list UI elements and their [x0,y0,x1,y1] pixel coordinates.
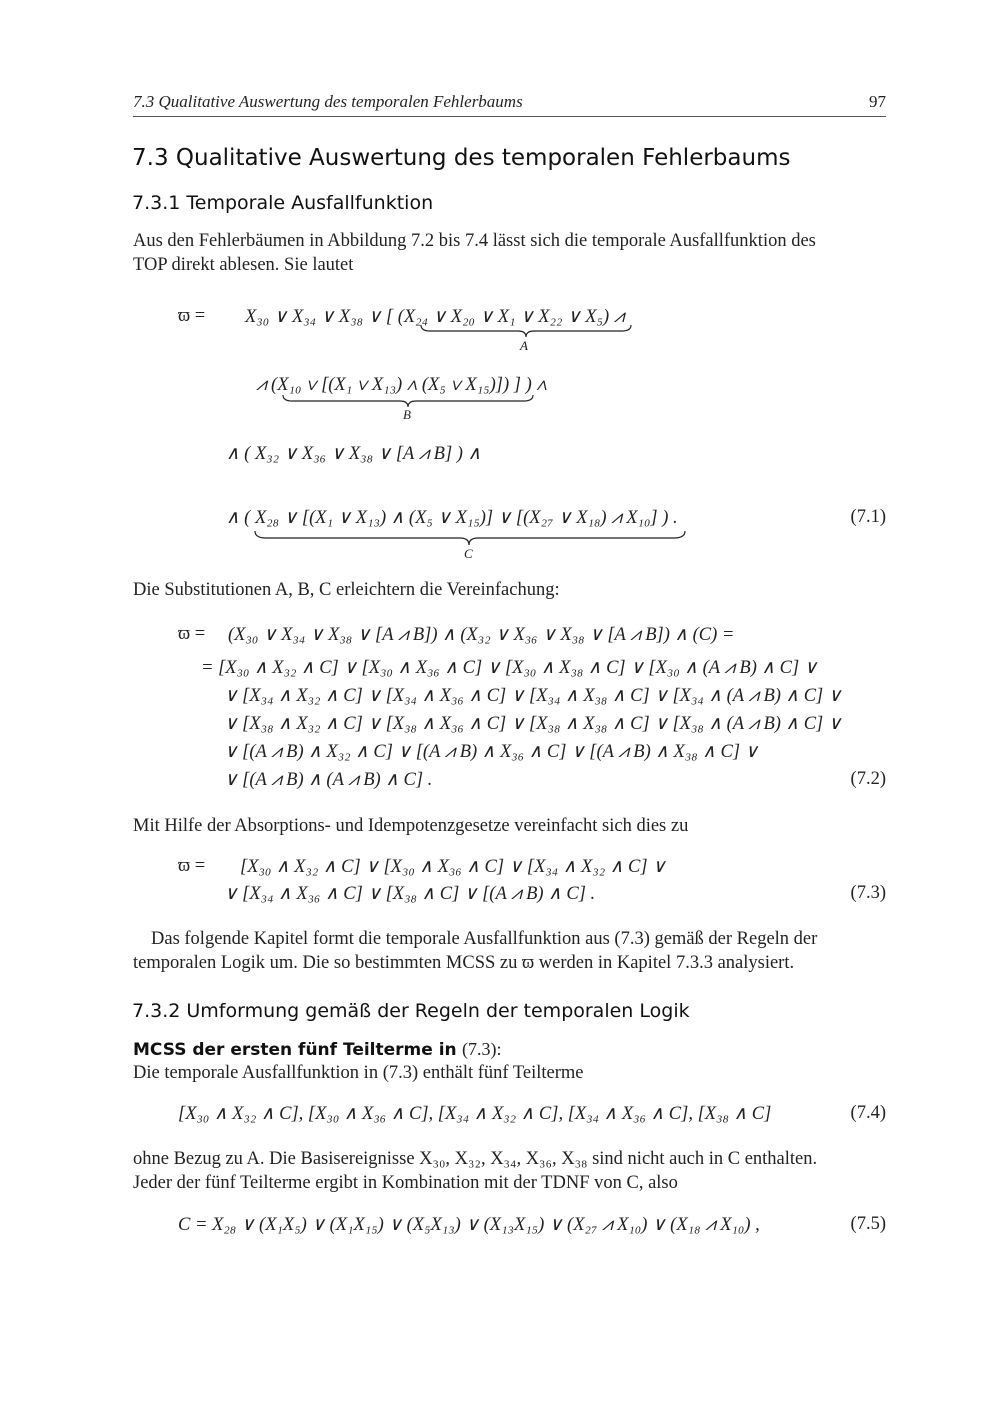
eq72-number: (7.2) [850,769,886,789]
eq72-line-1: (X₃₀ ∨ X₃₄ ∨ X₃₈ ∨ [A ⩘ B]) ∧ (X₃₂ ∨ X₃₆ ∨ X₃₈ ∨ [A ⩘ B]) ∧ (C) = [228,625,735,645]
eq71-label-b: B [403,407,411,422]
eq72-line-5: ∨ [(A ⩘ B) ∧ X₃₂ ∧ C] ∨ [(A ⩘ B) ∧ X₃₆ ∧ C] ∨ [(A ⩘ B) ∧ X₃₈ ∧ C] ∨ [224,742,759,762]
subsection-title-731: 7.3.1 Temporale Ausfallfunktion [132,192,434,214]
eq71-label-c: C [464,546,473,561]
eq72-line-3: ∨ [X₃₄ ∧ X₃₂ ∧ C] ∨ [X₃₄ ∧ X₃₆ ∧ C] ∨ [X₃₄ ∧ X₃₈ ∧ C] ∨ [X₃₄ ∧ (A ⩘ B) ∧ C] ∨ [224,686,842,706]
eq73-line-1: [X₃₀ ∧ X₃₂ ∧ C] ∨ [X₃₀ ∧ X₃₆ ∧ C] ∨ [X₃₄ ∧ X₃₂ ∧ C] ∨ [240,857,666,877]
eq72-line-4: ∨ [X₃₈ ∧ X₃₂ ∧ C] ∨ [X₃₈ ∧ X₃₆ ∧ C] ∨ [X₃₈ ∧ X₃₈ ∧ C] ∨ [X₃₈ ∧ (A ⩘ B) ∧ C] ∨ [224,714,842,734]
section-title: 7.3 Qualitative Auswertung des temporalen Fehlerbaums [132,145,791,171]
substitution-text: Die Substitutionen A, B, C erleichtern die Vereinfachung: [133,580,560,600]
intro-line-2: TOP direkt ablesen. Sie lautet [133,255,354,275]
basis-line-1: ohne Bezug zu A. Die Basisereignisse X₃₀, X₃₂, X₃₄, X₃₆, X₃₈ sind nicht auch in C enthalten. [133,1149,818,1169]
eq71-lhs: ϖ = [178,306,206,326]
eq71-brace-b [282,394,534,408]
para-heading-ref: (7.3): [462,1039,502,1059]
absorption-text: Mit Hilfe der Absorptions- und Idempotenzgesetze vereinfacht sich dies zu [133,816,689,836]
eq73-line-2: ∨ [X₃₄ ∧ X₃₆ ∧ C] ∨ [X₃₈ ∧ C] ∨ [(A ⩘ B) ∧ C] . [224,884,596,904]
eq71-line-2: ⩘ (X₁₀ ∨ [(X₁ ∨ X₁₃) ∧ (X₅ ∨ X₁₅)]) ] ) ∧ [256,375,547,395]
running-title: 7.3 Qualitative Auswertung des temporalen Fehlerbaums [133,92,523,111]
eq71-label-a: A [520,338,528,353]
chapter-line-1: Das folgende Kapitel formt die temporale Ausfallfunktion aus (7.3) gemäß der Regeln der [151,929,818,949]
eq72-lhs: ϖ = [178,624,206,644]
basis-paragraph [133,1147,893,1195]
eq74-number: (7.4) [850,1103,886,1123]
eq71-brace-c [254,530,686,546]
para-heading [133,1039,502,1060]
intro-line-1: Aus den Fehlerbäumen in Abbildung 7.2 bis 7.4 lässt sich die temporale Ausfallfunktion des [133,231,816,251]
subsection-title-732: 7.3.2 Umformung gemäß der Regeln der temporalen Logik [132,1000,690,1022]
chapter-paragraph [133,927,893,975]
eq71-number: (7.1) [850,507,886,527]
page-number: 97 [869,92,886,111]
eq71-line-1: X₃₀ ∨ X₃₄ ∨ X₃₈ ∨ [ (X₂₄ ∨ X₂₀ ∨ X₁ ∨ X₂₂ ∨ X₅) ⩘ [245,307,625,327]
eq72-line-2: = [X₃₀ ∧ X₃₂ ∧ C] ∨ [X₃₀ ∧ X₃₆ ∧ C] ∨ [X₃₀ ∧ X₃₈ ∧ C] ∨ [X₃₀ ∧ (A ⩘ B) ∧ C] ∨ [201,658,818,678]
header-rule [133,116,886,117]
para-heading-title: MCSS der ersten fünf Teilterme in [133,1040,457,1060]
subsection2-text: Die temporale Ausfallfunktion in (7.3) enthält fünf Teilterme [133,1063,584,1083]
intro-paragraph [133,229,893,277]
eq74-line: [X₃₀ ∧ X₃₂ ∧ C], [X₃₀ ∧ X₃₆ ∧ C], [X₃₄ ∧ X₃₂ ∧ C], [X₃₄ ∧ X₃₆ ∧ C], [X₃₈ ∧ C] [178,1104,772,1124]
eq71-line-4: ∧ ( X₂₈ ∨ [(X₁ ∨ X₁₃) ∧ (X₅ ∨ X₁₅)] ∨ [(X₂₇ ∨ X₁₈) ⩘ X₁₀] ) . [226,508,678,528]
chapter-line-2: temporalen Logik um. Die so bestimmten MCSS zu ϖ werden in Kapitel 7.3.3 analysiert. [133,953,795,973]
eq73-number: (7.3) [850,883,886,903]
eq75-line: C = X₂₈ ∨ (X₁X₅) ∨ (X₁X₁₅) ∨ (X₅X₁₃) ∨ (X₁₃X₁₅) ∨ (X₂₇ ⩘ X₁₀) ∨ (X₁₈ ⩘ X₁₀) , [178,1215,760,1235]
eq71-brace-a [420,324,632,338]
basis-line-2: Jeder der fünf Teilterme ergibt in Kombination mit der TDNF von C, also [133,1173,678,1193]
eq75-number: (7.5) [850,1214,886,1234]
eq72-line-6: ∨ [(A ⩘ B) ∧ (A ⩘ B) ∧ C] . [224,770,433,790]
eq73-lhs: ϖ = [178,856,206,876]
eq71-line-3: ∧ ( X₃₂ ∨ X₃₆ ∨ X₃₈ ∨ [A ⩘ B] ) ∧ [226,444,482,464]
